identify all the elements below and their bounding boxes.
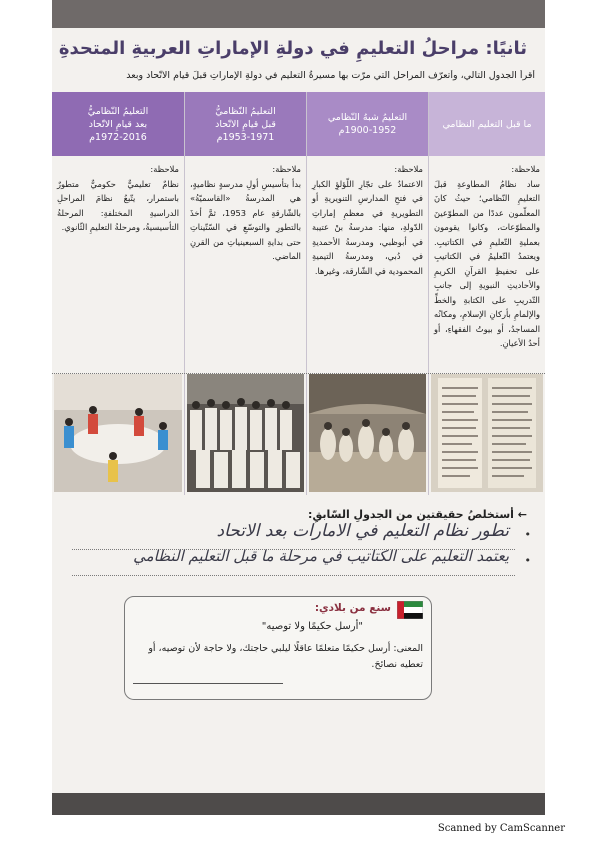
column-years: 1953-1971م: [216, 131, 275, 143]
note-label: ملاحظة:: [272, 164, 301, 174]
note-text: ساد نظامُ المطاوعةِ قبلَ التعليمِ النّظامي؛ حيثُ كانَ المعلّمون عددًا من المطوّعينَ والمطوّعات، وكانوا يقومون بعمليةِ التّعليمِ في الكتاتيبِ. ويعتمدُ التّعليمُ في الكتاتيبِ على تحفيظِ القرآنِ الكريمِ والأحاديثِ النبويةِ إلى جانبِ التّدريبِ على الكتابةِ والخطِّ والإلمامِ بأركانِ الإسلامِ، ومكانُه المساجدُ، أو بيوتُ الفقهاءِ، أو أحدُ الأعيانِ.: [434, 178, 540, 348]
education-stages-table: [52, 92, 545, 495]
note-text: نظامٌ تعليميٌّ حكوميٌّ متطورٌ باستمرار، يتّبعُ نظامَ المراحلِ الدراسيةِ المختلفةِ: المرحلةُ التأسيسيةُ، ومرحلةُ التعليمِ الثّانوي.: [57, 178, 179, 232]
bullet: •: [524, 528, 531, 541]
column-header: [307, 92, 428, 156]
column-note: [307, 158, 428, 372]
handwritten-answer-2[interactable]: يعتمد التعليم على الكتاتيب في مرحلة ما قبل التعليم النظامي: [133, 547, 509, 565]
proverb-underline: [133, 683, 283, 684]
modern-classroom-photo: [54, 374, 182, 492]
column-title: التعليمُ النّظاميُّ: [87, 105, 149, 117]
proverb-meaning: المعنى: أرسل حكيمًا متعلمًا عاقلًا ليلبي حاجتك، ولا حاجة لأن توصيه، أو تعطيه نصائحَ.: [148, 643, 423, 670]
students-group-photo: [187, 374, 304, 492]
page-title: ثانيًا: مراحلُ التعليمِ في دولةِ الإماراتِ العربيةِ المتحدةِ: [58, 38, 527, 59]
column-note: [429, 158, 545, 372]
column-note: [185, 158, 306, 372]
column-formal-post-union: [52, 92, 184, 495]
column-pre-formal: [428, 92, 545, 495]
handwritten-answer-1[interactable]: تطور نظام التعليم في الامارات بعد الاتحاد: [216, 521, 509, 541]
scan-bottom-edge: [52, 793, 545, 815]
bullet: •: [524, 554, 531, 567]
column-title: التعليمُ شبهُ النّظامي: [327, 112, 408, 123]
intro-text: أقرأ الجدول التالي، وأتعرّف المراحل التي مرّت بها مسيرةُ التعليمِ في دولةِ الإماراتِ قبلَ قيامِ الاتّحاد وبعد: [126, 70, 535, 81]
column-subtitle: بعد قيامِ الاتّحاد: [88, 118, 148, 130]
column-years: 1972-2016م: [89, 131, 147, 143]
scan-top-edge: [52, 0, 545, 28]
column-semi-formal: [306, 92, 428, 495]
scanner-watermark: Scanned by CamScanner: [437, 823, 565, 834]
manuscript-photo: [431, 374, 543, 492]
note-label: ملاحظة:: [394, 164, 423, 174]
column-formal-pre-union: [184, 92, 306, 495]
note-text: بدأ بتأسيسِ أولِ مدرسةٍ نظاميةٍ، هي المدرسةُ «القاسميّةُ» بالشّارقةِ عام 1953، ثمَّ أخذَ بالتطورِ والتوسّعِ في السّتّيناتِ حتى بدايةِ السبعينياتِ من القرنِ الماضي.: [190, 178, 301, 261]
column-years: 1900-1952م: [338, 125, 397, 136]
answer-line-2: [72, 574, 515, 576]
table-photo-divider: [52, 372, 545, 374]
uae-flag-icon: [397, 601, 423, 619]
proverb-quote: "أرسل حكيمًا ولا توصيه": [261, 621, 363, 632]
column-note: [52, 158, 184, 372]
note-label: ملاحظة:: [511, 164, 540, 174]
note-label: ملاحظة:: [150, 164, 179, 174]
textbook-page: [52, 28, 545, 793]
conclusion-heading: ← أستخلصُ حقيقتين من الجدولِ السّابقِ:: [308, 508, 527, 521]
note-text: الاعتمادُ على تجّارِ اللّؤلؤِ الكبارِ في فتحِ المدارسِ التنويريةِ أو التطويريةِ في معظمِ إماراتِ الدّولةِ، منها: مدرسةُ بنْ عتيبة في أبوظبي، ومدرسةُ الأحمديةِ في دُبي، ومدرسةُ التيميةِ المحمودية في الشّارقة، وغيرها.: [312, 178, 423, 276]
proverb-title: سنع من بلادي:: [314, 602, 391, 614]
proverb-box: [124, 596, 432, 700]
old-classroom-photo: [309, 374, 426, 492]
column-subtitle: قبل قيامِ الاتّحاد: [215, 118, 276, 130]
column-title: ما قبل التعليم النظامي: [442, 118, 532, 130]
column-title: التعليمُ النّظاميُّ: [215, 105, 276, 117]
column-header: [185, 92, 306, 156]
column-header: [52, 92, 184, 156]
column-header: [429, 92, 545, 156]
